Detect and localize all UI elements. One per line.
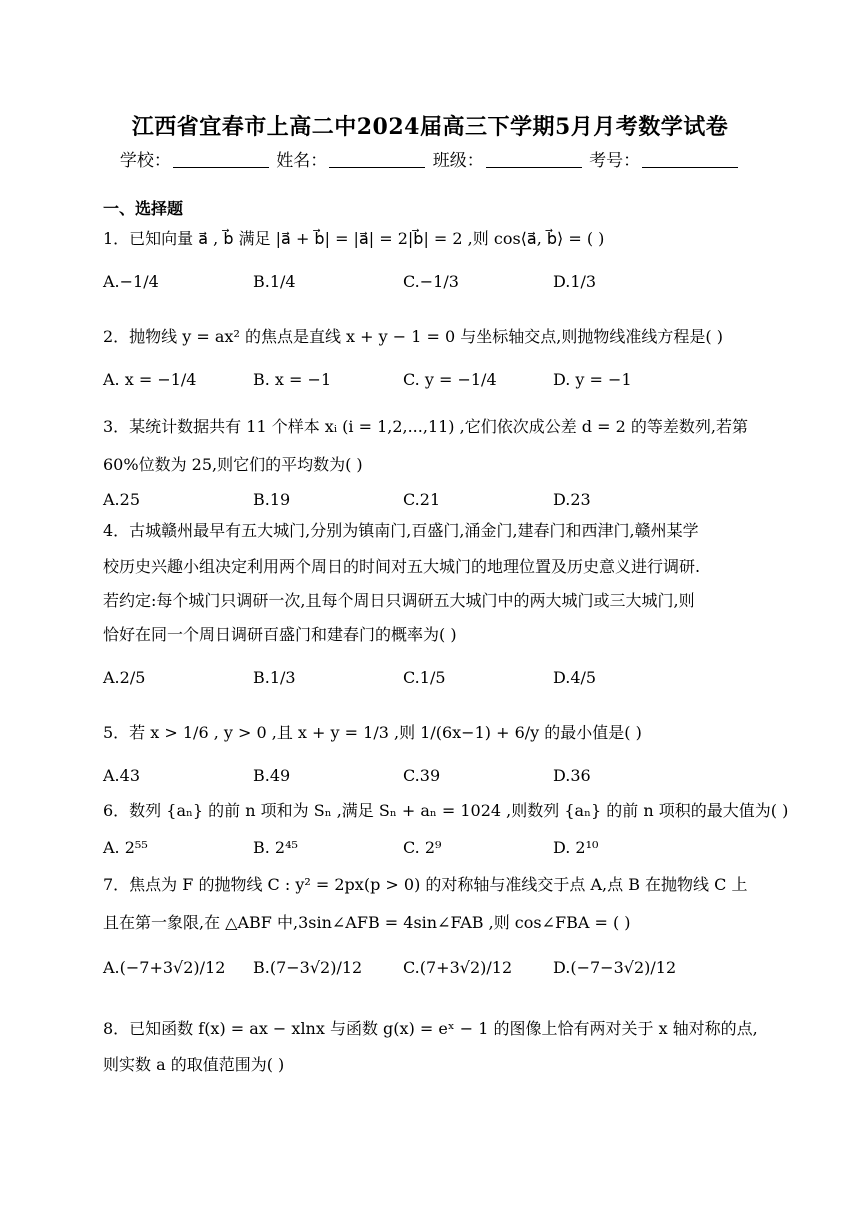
option-a[interactable]: A.(−7+3√2)/12 [103,958,226,977]
option-b[interactable]: B.49 [253,766,291,785]
question-7-line-1: 7．焦点为 F 的抛物线 C : y² = 2px(p > 0) 的对称轴与准线交于点 A,点 B 在抛物线 C 上 [103,875,748,894]
option-d[interactable]: D. y = −1 [553,370,632,389]
question-4-line-2: 校历史兴趣小组决定利用两个周日的时间对五大城门的地理位置及历史意义进行调研. [103,557,701,576]
option-d[interactable]: D.(−7−3√2)/12 [553,958,677,977]
option-c[interactable]: C.39 [403,766,441,785]
question-4-line-1: 4．古城赣州最早有五大城门,分别为镇南门,百盛门,涌金门,建春门和西津门,赣州某学 [103,521,699,540]
option-c[interactable]: C.21 [403,490,441,509]
question-1-options [103,272,763,312]
question-7-options [103,958,763,998]
option-d[interactable]: D. 2¹⁰ [553,838,599,857]
option-d[interactable]: D.23 [553,490,591,509]
question-4-options [103,668,763,708]
option-c[interactable]: C.−1/3 [403,272,459,291]
option-b[interactable]: B.1/3 [253,668,296,687]
question-1-text: 1．已知向量 a⃗ , b⃗ 满足 |a⃗ + b⃗| = |a⃗| = 2|b⃗| = 2 ,则 cos⟨a⃗, b⃗⟩ = ( ) [103,229,605,248]
name-label: 姓名： [276,151,328,171]
class-label: 班级： [432,151,484,171]
number-label: 考号： [589,151,641,171]
option-a[interactable]: A.43 [103,766,140,785]
name-blank[interactable] [329,151,425,168]
option-b[interactable]: B. x = −1 [253,370,332,389]
option-a[interactable]: A. x = −1/4 [103,370,197,389]
class-blank[interactable] [486,151,582,168]
question-8-line-2: 则实数 a 的取值范围为( ) [103,1055,285,1074]
question-3-line-1: 3．某统计数据共有 11 个样本 xᵢ (i = 1,2,...,11) ,它们依次成公差 d = 2 的等差数列,若第 [103,417,748,436]
school-label: 学校： [119,151,171,171]
option-a[interactable]: A.−1/4 [103,272,159,291]
option-d[interactable]: D.1/3 [553,272,597,291]
question-4-line-4: 恰好在同一个周日调研百盛门和建春门的概率为( ) [103,625,457,644]
question-7-line-2: 且在第一象限,在 △ABF 中,3sin∠AFB = 4sin∠FAB ,则 cos∠FBA = ( ) [103,913,631,932]
option-a[interactable]: A.2/5 [103,668,146,687]
option-b[interactable]: B. 2⁴⁵ [253,838,298,857]
option-c[interactable]: C.(7+3√2)/12 [403,958,513,977]
option-a[interactable]: A.25 [103,490,140,509]
question-6-text: 6．数列 {aₙ} 的前 n 项和为 Sₙ ,满足 Sₙ + aₙ = 1024 ,则数列 {aₙ} 的前 n 项积的最大值为( ) [103,801,789,820]
school-blank[interactable] [173,151,269,168]
question-8-line-1: 8．已知函数 f(x) = ax − xlnx 与函数 g(x) = eˣ − 1 的图像上恰有两对关于 x 轴对称的点, [103,1019,758,1038]
question-4-line-3: 若约定:每个城门只调研一次,且每个周日只调研五大城门中的两大城门或三大城门,则 [103,591,695,610]
option-c[interactable]: C. y = −1/4 [403,370,497,389]
option-c[interactable]: C. 2⁹ [403,838,442,857]
option-b[interactable]: B.1/4 [253,272,296,291]
question-3-line-2: 60%位数为 25,则它们的平均数为( ) [103,455,363,474]
question-2-options [103,370,763,410]
question-5-text: 5．若 x > 1/6 , y > 0 ,且 x + y = 1/3 ,则 1/(6x−1) + 6/y 的最小值是( ) [103,723,642,742]
option-b[interactable]: B.19 [253,490,291,509]
number-blank[interactable] [642,151,738,168]
section-heading: 一、选择题 [103,199,184,218]
option-b[interactable]: B.(7−3√2)/12 [253,958,363,977]
option-d[interactable]: D.4/5 [553,668,597,687]
option-d[interactable]: D.36 [553,766,591,785]
question-2-text: 2．抛物线 y = ax² 的焦点是直线 x + y − 1 = 0 与坐标轴交点,则抛物线准线方程是( ) [103,327,723,346]
exam-title: 江西省宜春市上高二中2024届高三下学期5月月考数学试卷 [131,114,729,140]
option-c[interactable]: C.1/5 [403,668,446,687]
student-info-line [0,146,860,171]
option-a[interactable]: A. 2⁵⁵ [103,838,148,857]
